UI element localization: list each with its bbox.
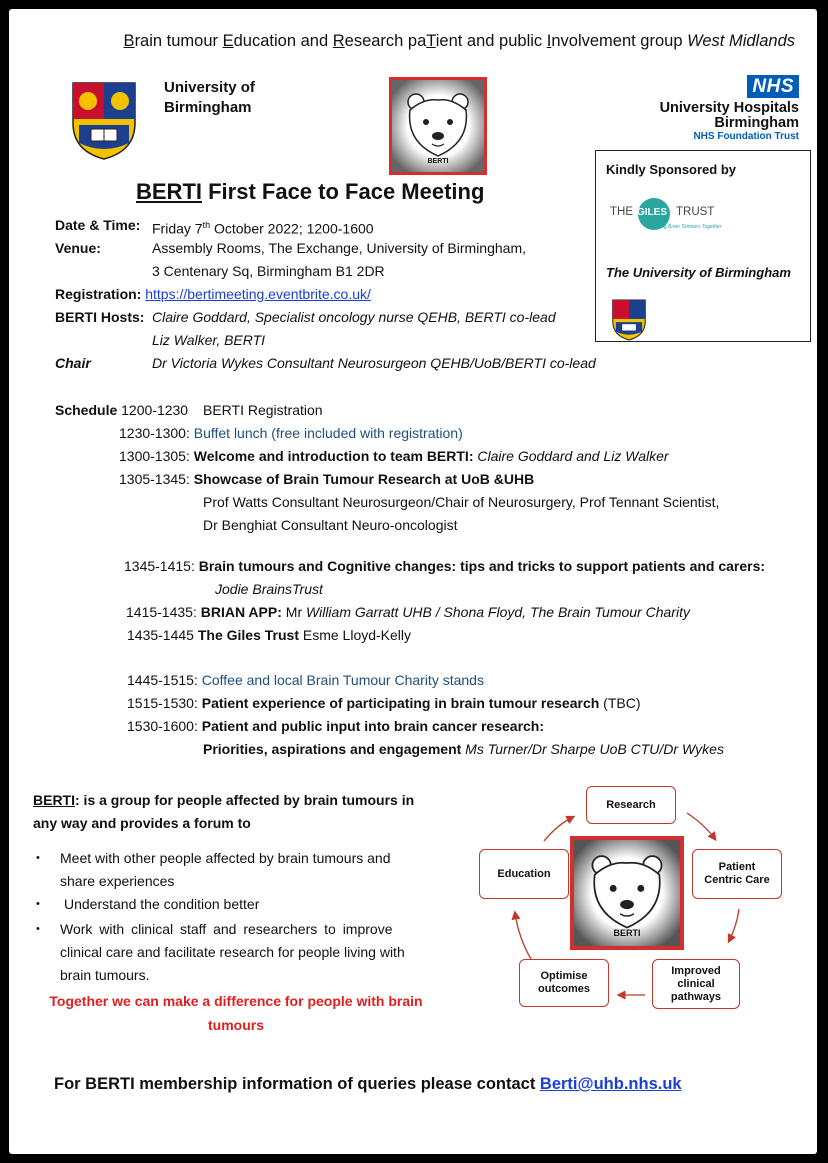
host-1: Claire Goddard, Specialist oncology nurse QEHB, BERTI co-lead [152, 309, 556, 325]
bullet-dot: • [36, 923, 40, 935]
date-value: Friday 7th October 2022; 1200-1600 [152, 220, 374, 237]
schedule-item: 1305-1345: Showcase of Brain Tumour Research at UoB &UHB [119, 471, 535, 487]
title-rest: First Face to Face Meeting [202, 179, 485, 204]
cycle-patient-centric: Patient Centric Care [692, 849, 782, 899]
header-part: Tient and public [426, 32, 547, 50]
nhs-line1: University Hospitals [659, 100, 799, 116]
schedule-item-detail: Priorities, aspirations and engagement Ms Turner/Dr Sharpe UoB CTU/Dr Wykes [203, 741, 724, 757]
schedule-item-detail: Dr Benghiat Consultant Neuro-oncologist [203, 517, 458, 533]
spacer [55, 537, 815, 555]
giles-tagline: Targeting Brain Tumours Together [646, 224, 722, 230]
bullet-item: • Understand the condition better [9, 893, 449, 918]
nhs-line3: NHS Foundation Trust [693, 131, 799, 142]
cycle-improved-pathways: Improved clinical pathways [652, 959, 740, 1009]
nhs-line2: Birmingham [714, 115, 799, 131]
registration-label: Registration: [55, 286, 142, 302]
giles-trust-logo [610, 197, 730, 237]
venue-line2: 3 Centenary Sq, Birmingham B1 2DR [152, 263, 385, 279]
schedule-item: 1445-1515: Coffee and local Brain Tumour Charity stands [127, 672, 484, 688]
hosts-row [55, 306, 556, 329]
chair-name: Dr Victoria Wykes Consultant Neurosurgeon QEHB/UoB/BERTI co-lead [152, 355, 596, 371]
footer-contact [54, 1075, 682, 1094]
schedule-item-detail: Prof Watts Consultant Neurosurgeon/Chair of Neurosurgery, Prof Tennant Scientist, [203, 494, 720, 510]
title-berti: BERTI [136, 179, 202, 204]
chair-label: Chair [55, 355, 91, 371]
schedule-item: 1230-1300: Buffet lunch (free included with registration) [119, 425, 463, 441]
header-part: Research pa [332, 32, 427, 50]
flyer-page [9, 9, 817, 1154]
footer-text: For BERTI membership information of queries please contact [54, 1075, 540, 1093]
berti-logo [389, 77, 487, 175]
contact-email-link[interactable]: Berti@uhb.nhs.uk [539, 1075, 682, 1093]
details-block [55, 214, 596, 375]
schedule-item: 1530-1600: Patient and public input into brain cancer research: [127, 718, 545, 734]
cycle-berti-label: BERTI [613, 928, 641, 938]
cycle-education: Education [479, 849, 569, 899]
spacer [55, 647, 815, 669]
date-label: Date & Time: [55, 217, 141, 233]
uob-line1: University of [164, 79, 255, 96]
venue-label: Venue: [55, 240, 101, 256]
cycle-optimise-outcomes: Optimise outcomes [519, 959, 609, 1007]
bullet-item: • Meet with other people affected by brain tumours and share experiences [9, 847, 449, 893]
uob-line2: Birmingham [164, 99, 252, 116]
header-part: Education and [222, 32, 333, 50]
about-lead2: any way and provides a forum to [33, 815, 251, 831]
page-title [136, 179, 484, 205]
schedule-block [55, 399, 815, 761]
header-part: Involvement group [546, 32, 688, 50]
arrow-patient-improved [729, 909, 739, 941]
uob-crest-small-icon [611, 299, 647, 341]
date-row [55, 214, 374, 237]
schedule-label: Schedule [55, 402, 118, 418]
schedule-item: 1300-1305: Welcome and introduction to team BERTI: Claire Goddard and Liz Walker [119, 448, 669, 464]
uob-name [164, 78, 255, 118]
schedule-item: 1415-1435: BRIAN APP: Mr William Garratt UHB / Shona Floyd, The Brain Tumour Charity [126, 604, 690, 620]
cycle-berti-logo [570, 836, 684, 950]
header-line [9, 32, 795, 51]
berti-logo-label: BERTI [427, 158, 449, 165]
tagline: Together we can make a difference for people with brain tumours [49, 993, 423, 1033]
about-bullets [9, 847, 449, 987]
schedule-item: Schedule 1200-1230 BERTI Registration [55, 402, 323, 418]
venue-line1: Assembly Rooms, The Exchange, University of Birmingham, [152, 240, 526, 256]
cycle-research: Research [586, 786, 676, 824]
giles-name: GILES [637, 207, 668, 218]
hosts-label: BERTI Hosts: [55, 309, 145, 325]
sponsor-uob: The University of Birmingham [606, 265, 791, 280]
bullet-dot: • [36, 898, 40, 910]
registration-link[interactable]: https://bertimeeting.eventbrite.co.uk/ [145, 286, 371, 302]
sponsor-box [595, 150, 811, 342]
nhs-logo [635, 75, 799, 143]
sponsor-heading: Kindly Sponsored by [606, 162, 737, 177]
header-region: West Midlands [687, 32, 795, 50]
giles-trust: TRUST [676, 206, 715, 218]
chair-row [55, 352, 596, 375]
nhs-badge: NHS [747, 75, 799, 98]
arrow-edu-research [544, 817, 573, 841]
uob-crest-icon [71, 81, 137, 161]
venue-row2 [55, 260, 385, 283]
hosts-row2 [55, 329, 371, 352]
schedule-item-detail: Jodie BrainsTrust [215, 581, 323, 597]
schedule-item: 1515-1530: Patient experience of participating in brain tumour research (TBC) [127, 695, 641, 711]
berti-cycle-diagram [469, 773, 769, 1009]
about-lead: BERTI: is a group for people affected by brain tumours in [33, 792, 415, 808]
schedule-item: 1435-1445 The Giles Trust Esme Lloyd-Kelly [127, 627, 412, 643]
venue-row [55, 237, 526, 260]
schedule-item: 1345-1415: Brain tumours and Cognitive changes: tips and tricks to support patients and carers: [124, 558, 766, 574]
bullet-item: • Work with clinical staff and researchers to improve clinical care and facilitate research for people living with brain tumours. [9, 918, 449, 987]
about-block [33, 789, 453, 835]
arrow-optimise-edu [515, 913, 531, 959]
giles-the: THE [610, 206, 633, 218]
host-2: Liz Walker, BERTI [152, 332, 266, 348]
registration-row [55, 283, 371, 306]
header-part: Brain tumour [123, 32, 223, 50]
bullet-dot: • [36, 852, 40, 864]
arrow-research-patient [687, 813, 715, 839]
